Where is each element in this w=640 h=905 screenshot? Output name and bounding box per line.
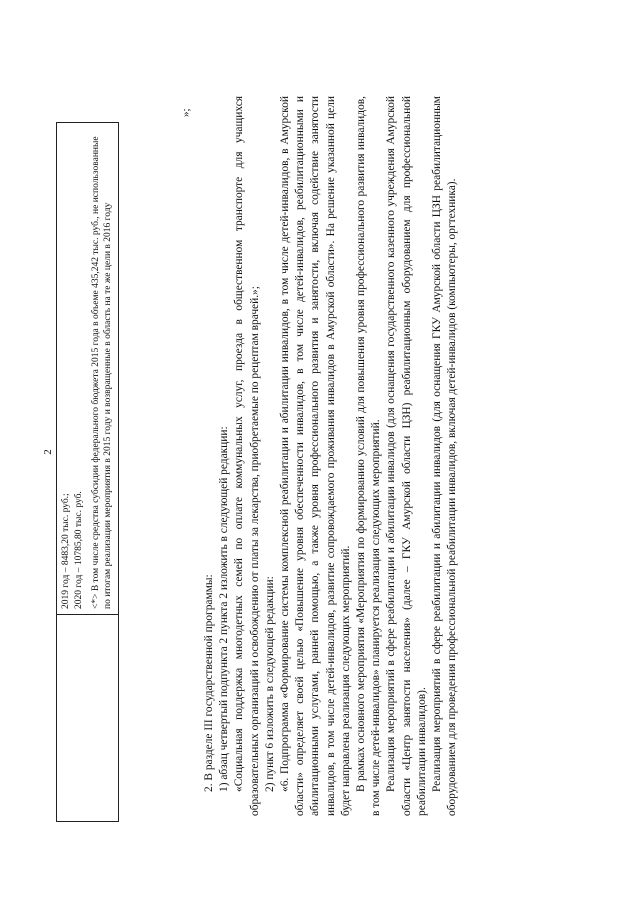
funding-footnote: <*> В том числе средства субсидии федерального бюджета 2015 года в объеме 435,242 тыс. руб., не использованные по итогам реализации мероприятия в 2015 году и возвращенные в область на те же цели в 2016 году xyxy=(90,136,114,609)
paragraph-rehab-equipment-1: Реализация мероприятий в сфере реабилитации и абилитации инвалидов (для оснащения государственного казенного учреждения Амурской области «Центр занятости населения» (далее – ГКУ Амурской области ЦЗН) реабилитационным оборудованием для профессиональной реабилитации инвалидов). xyxy=(385,96,428,816)
paragraph-quote-social-support: «Социальная поддержка многодетных семей по оплате коммунальных услуг, проезда в общественном транспорте для учащихся образовательных организаций и освобождению от платы за лекарства, приобретаемые по рецептам врачей.»; xyxy=(233,96,261,816)
paragraph-subprogram-6: «6. Подпрограмма «Формирование системы комплексной реабилитации и абилитации инвалидов, в том числе детей-инвалидов, в Амурской области» определяет своей целью «Повышение уровня обеспеченности инвалидов, в том числе детей-инвалидов, реабилитационными и абилитационными услугами, ранней помощью, а также уровня профессионального развития и занятости, включая содействие занятости инвалидов, в том числе детей-инвалидов, развитие сопровождаемого проживания инвалидов в Амурской области». На решение указанной цели будет направлена реализация следующих мероприятий. xyxy=(279,96,352,816)
funding-year-2020: 2020 год – 10785,80 тыс. руб. xyxy=(73,491,84,609)
funding-year-2019: 2019 год – 8483,20 тыс. руб.; xyxy=(61,493,71,609)
paragraph-section-heading: 2. В разделе III государственной программы: xyxy=(203,574,215,792)
paragraph-item-1: 1) абзац четвертый подпункта 2 пункта 2 изложить в следующей редакции: xyxy=(218,426,231,792)
document-body xyxy=(202,96,460,816)
paragraph-rehab-equipment-2: Реализация мероприятий в сфере реабилитации и абилитации инвалидов (для оснащения ГКУ Амурской области ЦЗН реабилитационным оборудованием для проведения профессиональной реабилитации инвалидов, включая детей-инвалидов (компьютеры, оргтехника). xyxy=(431,96,459,816)
paragraph-item-2: 2) пункт 6 изложить в следующей редакции: xyxy=(263,576,276,792)
table-cell-funding xyxy=(57,123,119,615)
page-number: 2 xyxy=(42,449,54,455)
paragraph-main-activity: В рамках основного мероприятия «Мероприятия по формированию условий для повышения уровня профессионального развития инвалидов, в том числе детей-инвалидов» планируется реализация следующих мероприятий. xyxy=(355,96,383,816)
rotated-document xyxy=(40,42,600,862)
table-row xyxy=(57,123,119,822)
closing-quote: »; xyxy=(180,108,192,117)
table-cell-empty xyxy=(57,615,119,822)
funding-table xyxy=(56,122,119,822)
